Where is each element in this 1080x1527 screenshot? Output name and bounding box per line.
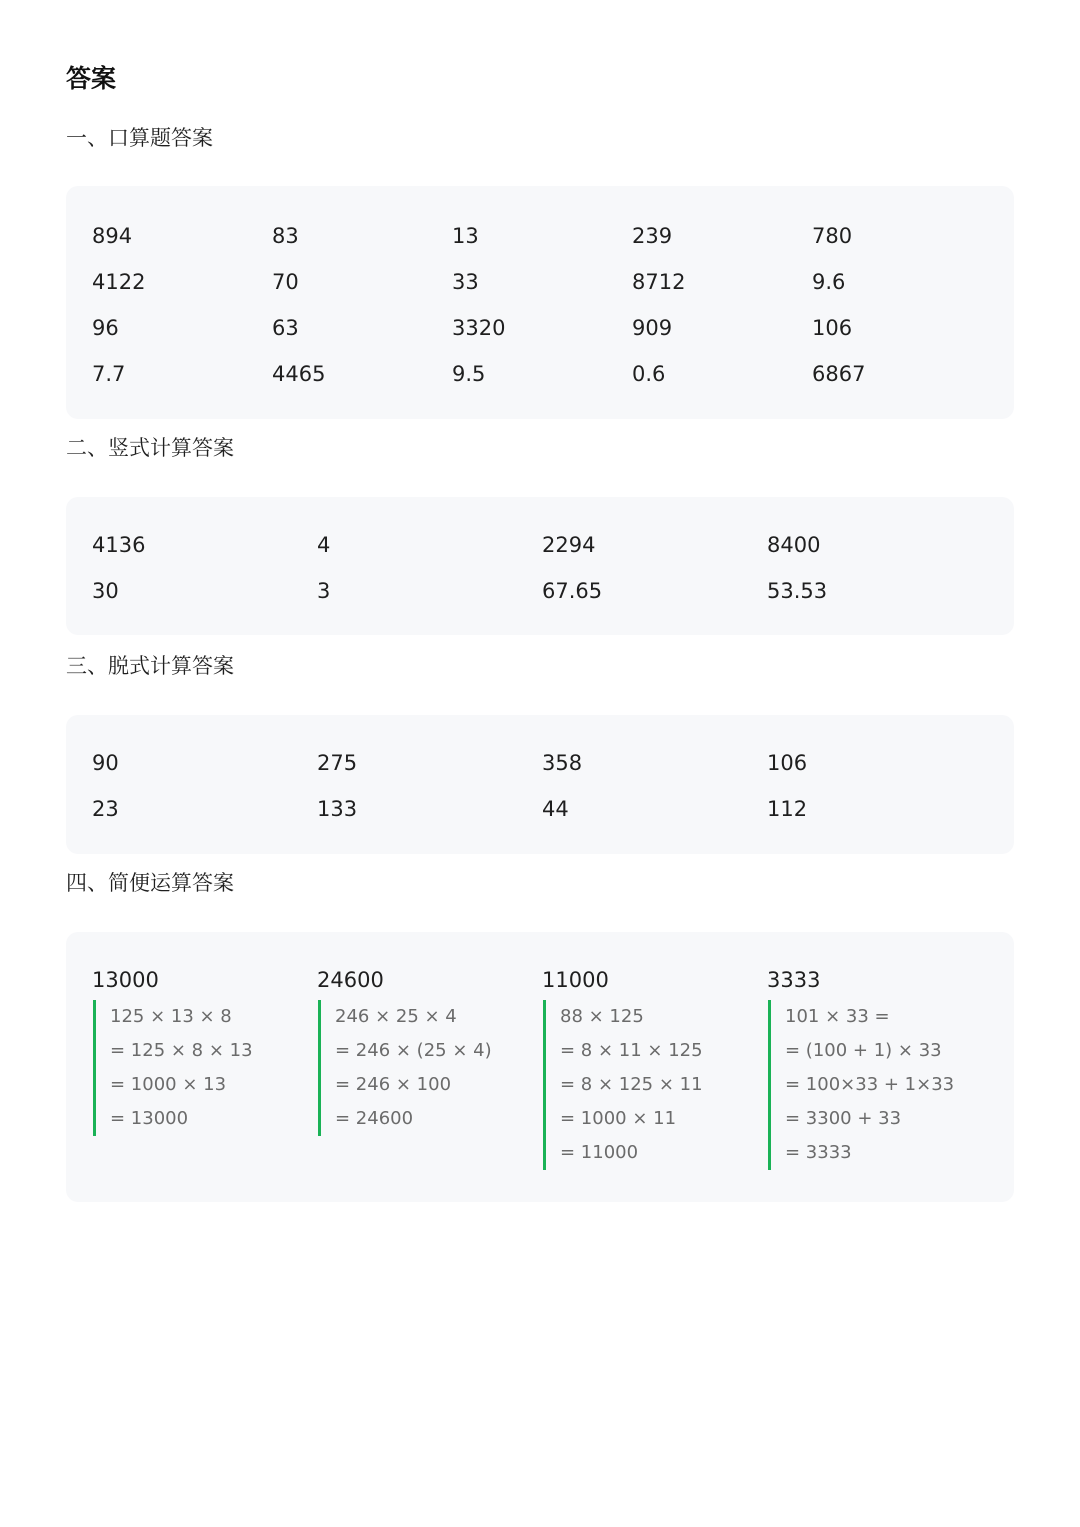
answer-cell: 0.6 bbox=[632, 362, 666, 386]
oral-answers-panel bbox=[66, 186, 1014, 419]
answer-cell: 44 bbox=[542, 797, 569, 821]
answer-cell: 6867 bbox=[812, 362, 866, 386]
simplified-result: 3333 bbox=[767, 968, 821, 992]
answer-cell: 9.5 bbox=[452, 362, 486, 386]
oral-answers-grid bbox=[92, 220, 1014, 404]
solution-step: = 246 × 100 bbox=[335, 1074, 452, 1095]
simplified-answer-item bbox=[317, 966, 542, 1170]
answer-cell: 3 bbox=[317, 579, 331, 603]
stepwise-answers-grid bbox=[92, 747, 1014, 839]
solution-step: = 246 × (25 × 4) bbox=[335, 1040, 492, 1061]
answer-cell: 70 bbox=[272, 270, 299, 294]
solution-steps bbox=[93, 1000, 317, 1136]
answer-cell: 13 bbox=[452, 224, 479, 248]
answer-cell: 67.65 bbox=[542, 579, 603, 603]
answer-cell: 239 bbox=[632, 224, 673, 248]
answer-cell: 53.53 bbox=[767, 579, 828, 603]
answer-cell: 2294 bbox=[542, 533, 596, 557]
solution-step: 101 × 33 = bbox=[785, 1006, 890, 1027]
answer-cell: 8400 bbox=[767, 533, 821, 557]
answer-cell: 90 bbox=[92, 751, 119, 775]
answer-cell: 4122 bbox=[92, 270, 146, 294]
solution-step: = 24600 bbox=[335, 1108, 414, 1129]
solution-steps bbox=[768, 1000, 992, 1170]
simplified-answer-item bbox=[767, 966, 992, 1170]
answer-cell: 3320 bbox=[452, 316, 506, 340]
section-heading-vertical: 二、竖式计算答案 bbox=[66, 436, 234, 460]
answer-cell: 33 bbox=[452, 270, 479, 294]
answer-cell: 7.7 bbox=[92, 362, 126, 386]
answer-cell: 96 bbox=[92, 316, 119, 340]
answer-cell: 358 bbox=[542, 751, 583, 775]
section-heading-simplified: 四、简便运算答案 bbox=[66, 871, 234, 895]
answer-cell: 4 bbox=[317, 533, 331, 557]
solution-step: = 13000 bbox=[110, 1108, 189, 1129]
stepwise-answers-panel bbox=[66, 715, 1014, 854]
simplified-answers-grid bbox=[92, 966, 992, 1170]
page-title: 答案 bbox=[66, 64, 117, 93]
solution-step: = 3333 bbox=[785, 1142, 852, 1163]
answer-cell: 63 bbox=[272, 316, 299, 340]
answer-cell: 23 bbox=[92, 797, 119, 821]
simplified-answer-item bbox=[542, 966, 767, 1170]
simplified-answers-panel bbox=[66, 932, 1014, 1202]
answer-cell: 83 bbox=[272, 224, 299, 248]
simplified-result: 11000 bbox=[542, 968, 609, 992]
simplified-result: 13000 bbox=[92, 968, 159, 992]
solution-steps bbox=[543, 1000, 767, 1170]
section-heading-stepwise: 三、脱式计算答案 bbox=[66, 654, 234, 678]
answer-cell: 30 bbox=[92, 579, 119, 603]
answer-cell: 780 bbox=[812, 224, 853, 248]
answer-cell: 133 bbox=[317, 797, 358, 821]
answer-cell: 106 bbox=[767, 751, 808, 775]
vertical-answers-panel bbox=[66, 497, 1014, 635]
solution-step: = 100×33 + 1×33 bbox=[785, 1074, 955, 1095]
answer-cell: 112 bbox=[767, 797, 808, 821]
solution-step: 125 × 13 × 8 bbox=[110, 1006, 232, 1027]
answer-cell: 894 bbox=[92, 224, 133, 248]
solution-step: = 3300 + 33 bbox=[785, 1108, 902, 1129]
simplified-answer-item bbox=[92, 966, 317, 1170]
simplified-result: 24600 bbox=[317, 968, 384, 992]
solution-step: = 8 × 125 × 11 bbox=[560, 1074, 703, 1095]
answer-cell: 275 bbox=[317, 751, 358, 775]
solution-step: = 11000 bbox=[560, 1142, 639, 1163]
answer-cell: 8712 bbox=[632, 270, 686, 294]
solution-step: = 8 × 11 × 125 bbox=[560, 1040, 703, 1061]
answer-cell: 909 bbox=[632, 316, 673, 340]
answer-cell: 9.6 bbox=[812, 270, 846, 294]
solution-step: = 125 × 8 × 13 bbox=[110, 1040, 253, 1061]
solution-steps bbox=[318, 1000, 542, 1136]
answer-cell: 106 bbox=[812, 316, 853, 340]
solution-step: = (100 + 1) × 33 bbox=[785, 1040, 942, 1061]
section-heading-oral: 一、口算题答案 bbox=[66, 126, 213, 150]
answer-cell: 4465 bbox=[272, 362, 326, 386]
vertical-answers-grid bbox=[92, 529, 1014, 621]
answer-cell: 4136 bbox=[92, 533, 146, 557]
solution-step: 88 × 125 bbox=[560, 1006, 644, 1027]
solution-step: = 1000 × 13 bbox=[110, 1074, 227, 1095]
solution-step: 246 × 25 × 4 bbox=[335, 1006, 457, 1027]
solution-step: = 1000 × 11 bbox=[560, 1108, 677, 1129]
